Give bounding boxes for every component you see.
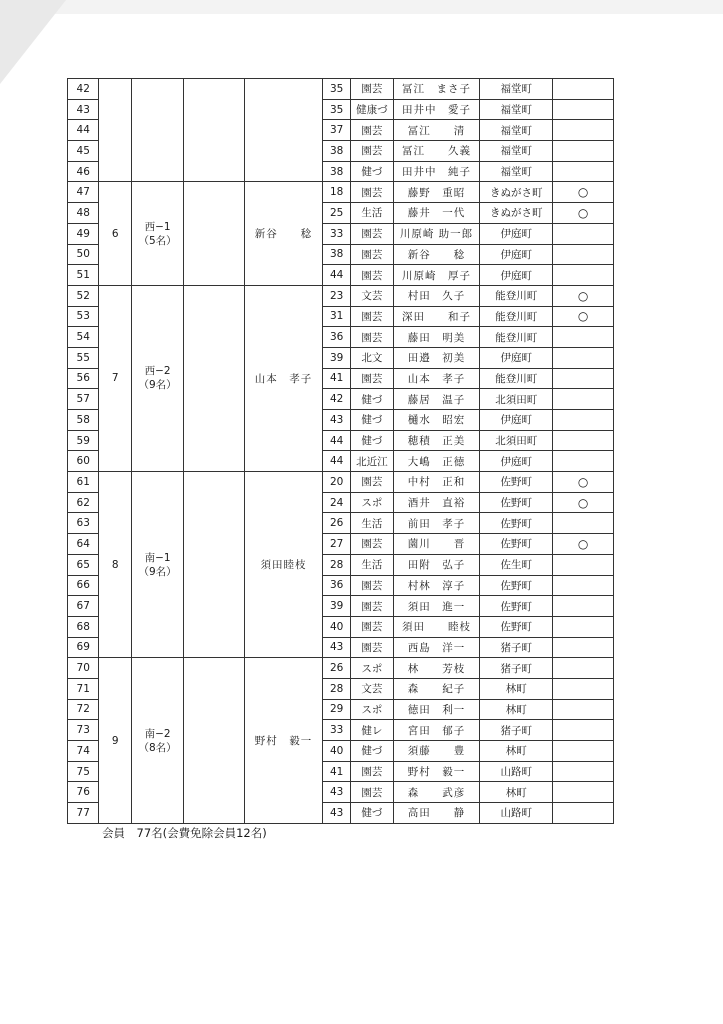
table-row xyxy=(68,472,614,493)
member-name-cell: 野村 毅一 xyxy=(393,761,480,782)
member-name-cell: 山本 孝子 xyxy=(393,368,480,389)
town-cell: 猪子町 xyxy=(480,637,553,658)
category-cell: スポ xyxy=(351,658,393,679)
town-cell: 北須田町 xyxy=(480,430,553,451)
town-cell: 伊庭町 xyxy=(480,223,553,244)
member-count-footer: 会員 77名(会費免除会員12名) xyxy=(102,826,267,840)
town-cell: きぬがさ町 xyxy=(480,203,553,224)
empty-cell xyxy=(184,79,245,182)
block-number-cell: 9 xyxy=(99,658,132,824)
member-name-cell: 森 武彦 xyxy=(393,782,480,803)
block-number-cell: 8 xyxy=(99,472,132,658)
scan-folded-corner xyxy=(0,0,66,84)
mark-cell xyxy=(553,265,614,286)
age-cell: 28 xyxy=(323,554,351,575)
category-cell: 園芸 xyxy=(351,782,393,803)
member-name-cell: 田附 弘子 xyxy=(393,554,480,575)
category-cell: 北近江 xyxy=(351,451,393,472)
empty-cell xyxy=(184,285,245,471)
category-cell: 園芸 xyxy=(351,575,393,596)
age-cell: 28 xyxy=(323,678,351,699)
row-number-cell: 61 xyxy=(68,472,99,493)
age-cell: 36 xyxy=(323,327,351,348)
member-name-cell: 西島 洋一 xyxy=(393,637,480,658)
age-cell: 33 xyxy=(323,223,351,244)
age-cell: 35 xyxy=(323,99,351,120)
area-member-count: （8名） xyxy=(138,741,177,754)
town-cell: 伊庭町 xyxy=(480,451,553,472)
category-cell: 健づ xyxy=(351,741,393,762)
category-cell: 健づ xyxy=(351,430,393,451)
category-cell: 園芸 xyxy=(351,223,393,244)
mark-cell: ○ xyxy=(553,472,614,493)
mark-cell xyxy=(553,120,614,141)
row-number-cell: 55 xyxy=(68,347,99,368)
scan-top-edge xyxy=(0,0,723,14)
category-cell: 健づ xyxy=(351,161,393,182)
mark-cell xyxy=(553,389,614,410)
row-number-cell: 76 xyxy=(68,782,99,803)
row-number-cell: 54 xyxy=(68,327,99,348)
age-cell: 39 xyxy=(323,596,351,617)
member-name-cell: 中村 正和 xyxy=(393,472,480,493)
area-name: 南−2 xyxy=(144,727,171,740)
mark-cell xyxy=(553,761,614,782)
town-cell: 猪子町 xyxy=(480,720,553,741)
age-cell: 43 xyxy=(323,637,351,658)
member-name-cell: 新谷 稔 xyxy=(393,244,480,265)
age-cell: 26 xyxy=(323,513,351,534)
block-number-cell: 7 xyxy=(99,285,132,471)
mark-cell xyxy=(553,782,614,803)
category-cell: 園芸 xyxy=(351,327,393,348)
age-cell: 40 xyxy=(323,741,351,762)
category-cell: 園芸 xyxy=(351,182,393,203)
row-number-cell: 57 xyxy=(68,389,99,410)
mark-cell: ○ xyxy=(553,203,614,224)
age-cell: 29 xyxy=(323,699,351,720)
row-number-cell: 73 xyxy=(68,720,99,741)
mark-cell xyxy=(553,554,614,575)
mark-cell: ○ xyxy=(553,492,614,513)
town-cell: 林町 xyxy=(480,741,553,762)
member-name-cell: 川原崎 助一郎 xyxy=(393,223,480,244)
category-cell: 健康づ xyxy=(351,99,393,120)
leader-cell: 山本 孝子 xyxy=(244,285,322,471)
area-name: 西−1 xyxy=(144,220,171,233)
mark-cell xyxy=(553,368,614,389)
mark-cell xyxy=(553,410,614,431)
town-cell: 佐野町 xyxy=(480,534,553,555)
row-number-cell: 52 xyxy=(68,285,99,306)
mark-cell xyxy=(553,513,614,534)
town-cell: 佐野町 xyxy=(480,472,553,493)
member-roster-table xyxy=(67,78,614,824)
age-cell: 31 xyxy=(323,306,351,327)
age-cell: 26 xyxy=(323,658,351,679)
age-cell: 44 xyxy=(323,451,351,472)
mark-cell xyxy=(553,430,614,451)
row-number-cell: 69 xyxy=(68,637,99,658)
mark-cell xyxy=(553,616,614,637)
category-cell: 園芸 xyxy=(351,596,393,617)
table-row xyxy=(68,658,614,679)
member-name-cell: 深田 和子 xyxy=(393,306,480,327)
row-number-cell: 48 xyxy=(68,203,99,224)
member-name-cell: 冨江 清 xyxy=(393,120,480,141)
member-name-cell: 樋水 昭宏 xyxy=(393,410,480,431)
category-cell: 園芸 xyxy=(351,761,393,782)
town-cell: 佐生町 xyxy=(480,554,553,575)
row-number-cell: 71 xyxy=(68,678,99,699)
row-number-cell: 70 xyxy=(68,658,99,679)
block-number-cell xyxy=(99,79,132,182)
age-cell: 44 xyxy=(323,265,351,286)
category-cell: 園芸 xyxy=(351,141,393,162)
mark-cell xyxy=(553,720,614,741)
category-cell: 園芸 xyxy=(351,534,393,555)
table-row xyxy=(68,285,614,306)
town-cell: 伊庭町 xyxy=(480,410,553,431)
row-number-cell: 59 xyxy=(68,430,99,451)
roster-body xyxy=(68,79,614,824)
category-cell: 健づ xyxy=(351,410,393,431)
area-name: 南−1 xyxy=(144,551,171,564)
mark-cell: ○ xyxy=(553,306,614,327)
mark-cell xyxy=(553,347,614,368)
town-cell: 山路町 xyxy=(480,761,553,782)
member-name-cell: 須田 進一 xyxy=(393,596,480,617)
row-number-cell: 42 xyxy=(68,79,99,100)
member-name-cell: 藤井 一代 xyxy=(393,203,480,224)
mark-cell xyxy=(553,451,614,472)
town-cell: 能登川町 xyxy=(480,306,553,327)
member-name-cell: 酒井 直裕 xyxy=(393,492,480,513)
mark-cell xyxy=(553,699,614,720)
row-number-cell: 64 xyxy=(68,534,99,555)
area-member-count: （5名） xyxy=(138,234,177,247)
row-number-cell: 72 xyxy=(68,699,99,720)
member-name-cell: 冨江 まさ子 xyxy=(393,79,480,100)
mark-cell xyxy=(553,244,614,265)
row-number-cell: 77 xyxy=(68,803,99,824)
town-cell: 林町 xyxy=(480,699,553,720)
category-cell: スポ xyxy=(351,699,393,720)
member-name-cell: 須藤 豊 xyxy=(393,741,480,762)
area-member-count: （9名） xyxy=(138,565,177,578)
age-cell: 27 xyxy=(323,534,351,555)
row-number-cell: 50 xyxy=(68,244,99,265)
mark-cell: ○ xyxy=(553,285,614,306)
town-cell: 佐野町 xyxy=(480,513,553,534)
category-cell: 北文 xyxy=(351,347,393,368)
category-cell: 健レ xyxy=(351,720,393,741)
town-cell: 伊庭町 xyxy=(480,265,553,286)
town-cell: 山路町 xyxy=(480,803,553,824)
town-cell: 福堂町 xyxy=(480,161,553,182)
mark-cell: ○ xyxy=(553,534,614,555)
row-number-cell: 62 xyxy=(68,492,99,513)
category-cell: スポ xyxy=(351,492,393,513)
mark-cell xyxy=(553,99,614,120)
mark-cell xyxy=(553,161,614,182)
member-name-cell: 川原崎 厚子 xyxy=(393,265,480,286)
row-number-cell: 60 xyxy=(68,451,99,472)
row-number-cell: 46 xyxy=(68,161,99,182)
category-cell: 文芸 xyxy=(351,285,393,306)
member-name-cell: 須田 睦枝 xyxy=(393,616,480,637)
empty-cell xyxy=(184,472,245,658)
town-cell: 能登川町 xyxy=(480,368,553,389)
row-number-cell: 53 xyxy=(68,306,99,327)
member-name-cell: 藤居 温子 xyxy=(393,389,480,410)
area-name: 西−2 xyxy=(144,365,171,378)
area-cell xyxy=(132,658,184,824)
member-name-cell: 大嶋 正徳 xyxy=(393,451,480,472)
member-name-cell: 宮田 郁子 xyxy=(393,720,480,741)
member-name-cell: 田井中 愛子 xyxy=(393,99,480,120)
empty-cell xyxy=(184,182,245,285)
age-cell: 20 xyxy=(323,472,351,493)
town-cell: 福堂町 xyxy=(480,120,553,141)
category-cell: 園芸 xyxy=(351,120,393,141)
category-cell: 生活 xyxy=(351,554,393,575)
area-cell xyxy=(132,182,184,285)
category-cell: 園芸 xyxy=(351,79,393,100)
category-cell: 生活 xyxy=(351,203,393,224)
age-cell: 43 xyxy=(323,782,351,803)
town-cell: 林町 xyxy=(480,782,553,803)
town-cell: 佐野町 xyxy=(480,616,553,637)
area-member-count: （9名） xyxy=(138,379,177,392)
leader-cell: 野村 毅一 xyxy=(244,658,322,824)
town-cell: 能登川町 xyxy=(480,285,553,306)
age-cell: 36 xyxy=(323,575,351,596)
row-number-cell: 56 xyxy=(68,368,99,389)
row-number-cell: 68 xyxy=(68,616,99,637)
area-cell xyxy=(132,79,184,182)
area-cell xyxy=(132,472,184,658)
town-cell: 北須田町 xyxy=(480,389,553,410)
empty-cell xyxy=(184,658,245,824)
category-cell: 健づ xyxy=(351,803,393,824)
age-cell: 25 xyxy=(323,203,351,224)
town-cell: 伊庭町 xyxy=(480,347,553,368)
age-cell: 38 xyxy=(323,244,351,265)
mark-cell xyxy=(553,79,614,100)
mark-cell xyxy=(553,223,614,244)
row-number-cell: 65 xyxy=(68,554,99,575)
category-cell: 健づ xyxy=(351,389,393,410)
member-name-cell: 薗川 晋 xyxy=(393,534,480,555)
town-cell: 佐野町 xyxy=(480,596,553,617)
category-cell: 園芸 xyxy=(351,616,393,637)
mark-cell xyxy=(553,596,614,617)
leader-cell xyxy=(244,79,322,182)
mark-cell xyxy=(553,327,614,348)
mark-cell xyxy=(553,141,614,162)
age-cell: 37 xyxy=(323,120,351,141)
town-cell: 福堂町 xyxy=(480,79,553,100)
leader-cell: 須田睦枝 xyxy=(244,472,322,658)
row-number-cell: 51 xyxy=(68,265,99,286)
age-cell: 42 xyxy=(323,389,351,410)
member-name-cell: 徳田 利一 xyxy=(393,699,480,720)
member-name-cell: 高田 静 xyxy=(393,803,480,824)
member-name-cell: 冨江 久義 xyxy=(393,141,480,162)
mark-cell xyxy=(553,678,614,699)
category-cell: 園芸 xyxy=(351,306,393,327)
member-name-cell: 田井中 純子 xyxy=(393,161,480,182)
mark-cell xyxy=(553,803,614,824)
member-name-cell: 村田 久子 xyxy=(393,285,480,306)
town-cell: 伊庭町 xyxy=(480,244,553,265)
mark-cell: ○ xyxy=(553,182,614,203)
leader-cell: 新谷 稔 xyxy=(244,182,322,285)
row-number-cell: 47 xyxy=(68,182,99,203)
row-number-cell: 43 xyxy=(68,99,99,120)
mark-cell xyxy=(553,575,614,596)
age-cell: 43 xyxy=(323,410,351,431)
block-number-cell: 6 xyxy=(99,182,132,285)
category-cell: 生活 xyxy=(351,513,393,534)
age-cell: 44 xyxy=(323,430,351,451)
member-name-cell: 村林 淳子 xyxy=(393,575,480,596)
town-cell: 林町 xyxy=(480,678,553,699)
town-cell: 福堂町 xyxy=(480,99,553,120)
row-number-cell: 49 xyxy=(68,223,99,244)
row-number-cell: 74 xyxy=(68,741,99,762)
age-cell: 18 xyxy=(323,182,351,203)
category-cell: 園芸 xyxy=(351,368,393,389)
town-cell: 福堂町 xyxy=(480,141,553,162)
row-number-cell: 75 xyxy=(68,761,99,782)
row-number-cell: 63 xyxy=(68,513,99,534)
age-cell: 41 xyxy=(323,368,351,389)
member-name-cell: 森 紀子 xyxy=(393,678,480,699)
age-cell: 35 xyxy=(323,79,351,100)
town-cell: 佐野町 xyxy=(480,492,553,513)
age-cell: 40 xyxy=(323,616,351,637)
age-cell: 23 xyxy=(323,285,351,306)
table-row xyxy=(68,79,614,100)
row-number-cell: 58 xyxy=(68,410,99,431)
row-number-cell: 45 xyxy=(68,141,99,162)
area-cell xyxy=(132,285,184,471)
row-number-cell: 67 xyxy=(68,596,99,617)
category-cell: 園芸 xyxy=(351,244,393,265)
age-cell: 33 xyxy=(323,720,351,741)
age-cell: 43 xyxy=(323,803,351,824)
age-cell: 41 xyxy=(323,761,351,782)
mark-cell xyxy=(553,637,614,658)
member-name-cell: 藤田 明美 xyxy=(393,327,480,348)
age-cell: 38 xyxy=(323,161,351,182)
member-name-cell: 田邉 初美 xyxy=(393,347,480,368)
mark-cell xyxy=(553,741,614,762)
member-name-cell: 林 芳枝 xyxy=(393,658,480,679)
row-number-cell: 66 xyxy=(68,575,99,596)
town-cell: 能登川町 xyxy=(480,327,553,348)
category-cell: 園芸 xyxy=(351,472,393,493)
table-row xyxy=(68,182,614,203)
age-cell: 39 xyxy=(323,347,351,368)
age-cell: 38 xyxy=(323,141,351,162)
row-number-cell: 44 xyxy=(68,120,99,141)
town-cell: 佐野町 xyxy=(480,575,553,596)
category-cell: 園芸 xyxy=(351,265,393,286)
age-cell: 24 xyxy=(323,492,351,513)
member-name-cell: 藤野 重昭 xyxy=(393,182,480,203)
category-cell: 文芸 xyxy=(351,678,393,699)
mark-cell xyxy=(553,658,614,679)
member-name-cell: 穂積 正美 xyxy=(393,430,480,451)
town-cell: 猪子町 xyxy=(480,658,553,679)
town-cell: きぬがさ町 xyxy=(480,182,553,203)
member-name-cell: 前田 孝子 xyxy=(393,513,480,534)
category-cell: 園芸 xyxy=(351,637,393,658)
